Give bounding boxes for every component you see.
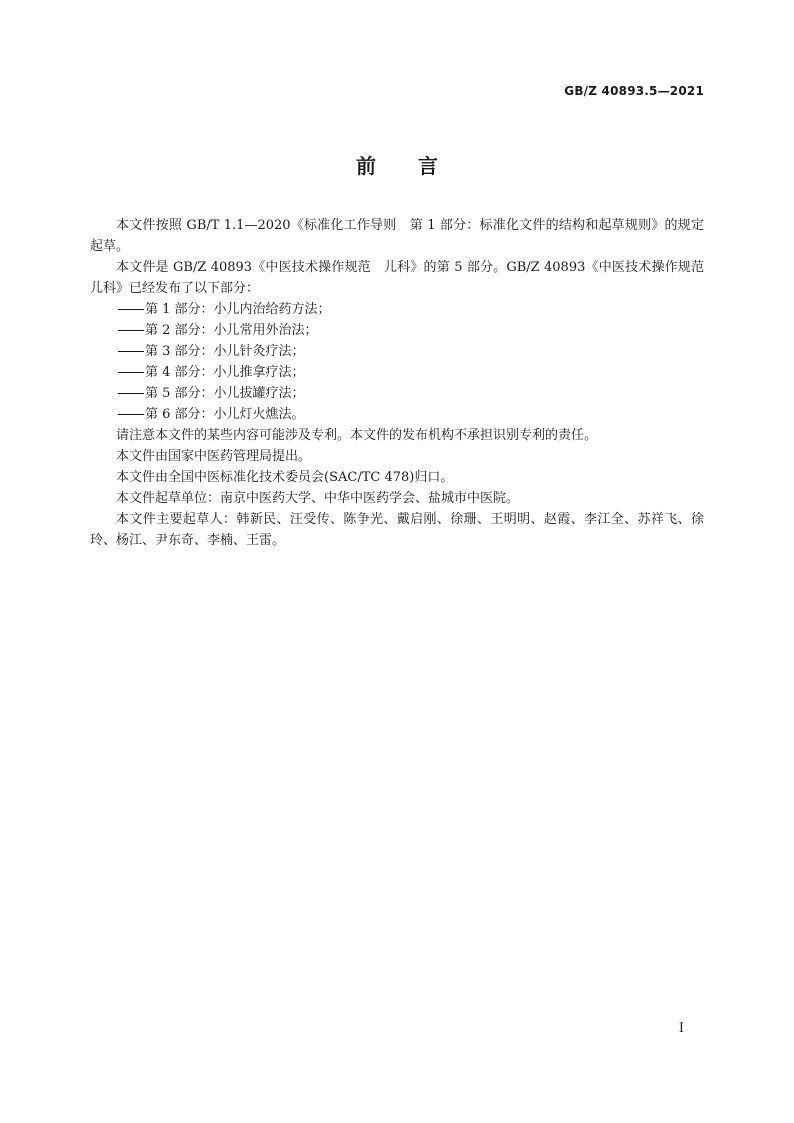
- dash-mark: [118, 309, 144, 310]
- dash-mark: [118, 372, 144, 373]
- dash-mark: [118, 414, 144, 415]
- dash-mark: [118, 330, 144, 331]
- list-item: [90, 383, 704, 404]
- list-item: [90, 404, 704, 425]
- list-item-text: 第 6 部分：小儿灯火燋法。: [145, 407, 305, 422]
- paragraph-committee: 本文件由全国中医标准化技术委员会(SAC/TC 478)归口。: [116, 470, 454, 485]
- paragraph-drafters: 本文件主要起草人：韩新民、汪受传、陈争光、戴启刚、徐珊、王明明、赵霞、李江全、苏祥飞、徐玲、杨江、尹东奇、李楠、王雷。: [90, 512, 704, 548]
- paragraph-drafting-basis: 本文件按照 GB/T 1.1—2020《标准化工作导则 第 1 部分：标准化文件的结构和起草规则》的规定起草。: [90, 218, 704, 254]
- list-item-text: 第 3 部分：小儿针灸疗法；: [145, 344, 305, 359]
- paragraph-patent-notice: 请注意本文件的某些内容可能涉及专利。本文件的发布机构不承担识别专利的责任。: [116, 428, 598, 443]
- page-number: I: [678, 1021, 684, 1036]
- list-item-text: 第 5 部分：小儿拔罐疗法；: [145, 386, 305, 401]
- paragraph-series-intro: 本文件是 GB/Z 40893《中医技术操作规范 儿科》的第 5 部分。GB/Z 40893《中医技术操作规范 儿科》已经发布了以下部分：: [90, 260, 718, 296]
- paragraph-drafting-units: 本文件起草单位：南京中医药大学、中华中医药学会、盐城市中医院。: [116, 491, 520, 506]
- list-item: [90, 362, 704, 383]
- list-item: [90, 320, 704, 341]
- paragraph-proposer: 本文件由国家中医药管理局提出。: [116, 449, 312, 464]
- list-item: [90, 299, 704, 320]
- document-id: GB/Z 40893.5—2021: [564, 84, 704, 98]
- list-item-text: 第 2 部分：小儿常用外治法；: [145, 323, 318, 338]
- dash-mark: [118, 351, 144, 352]
- foreword-body: [90, 215, 718, 551]
- list-item-text: 第 1 部分：小儿内治给药方法；: [145, 302, 331, 317]
- dash-mark: [118, 393, 144, 394]
- list-item-text: 第 4 部分：小儿推拿疗法；: [145, 365, 305, 380]
- list-item: [90, 341, 704, 362]
- page-title: 前言: [356, 154, 480, 178]
